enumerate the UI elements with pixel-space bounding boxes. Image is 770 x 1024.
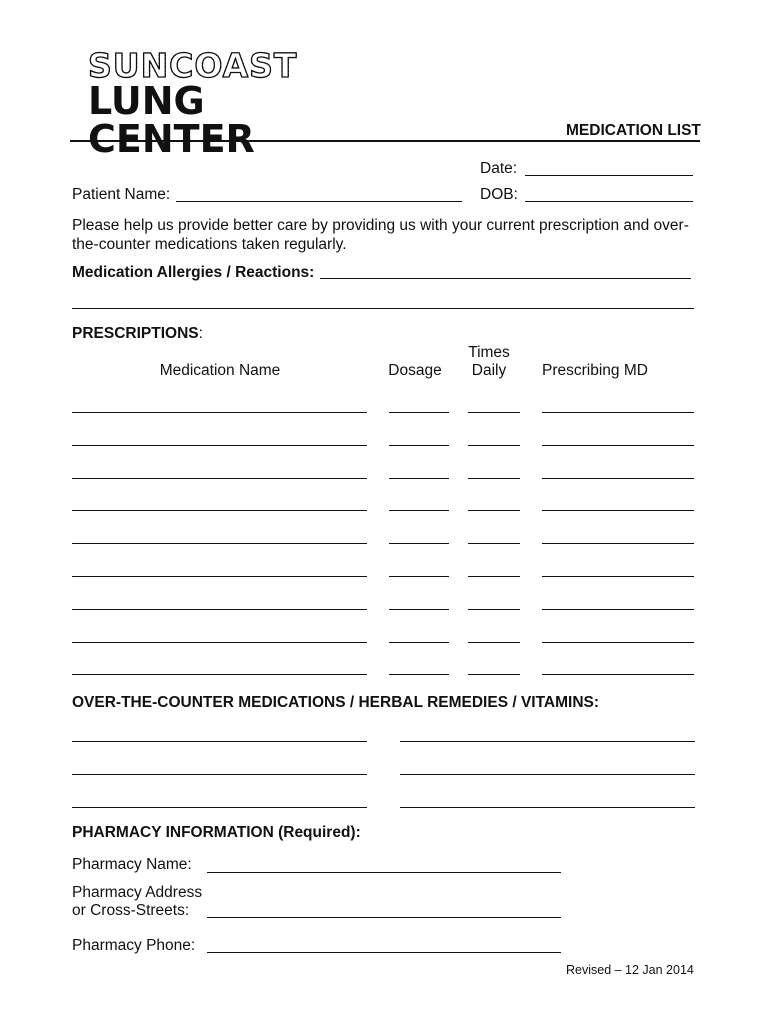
dob-field[interactable] (525, 201, 693, 202)
dosage-field[interactable] (389, 674, 449, 675)
dosage-field[interactable] (389, 609, 449, 610)
otc-heading: OVER-THE-COUNTER MEDICATIONS / HERBAL REMEDIES / VITAMINS: (72, 694, 600, 711)
logo-line-1: SUNCOAST (88, 48, 348, 84)
prescribing-md-field[interactable] (542, 412, 694, 413)
times-daily-field[interactable] (468, 543, 520, 544)
prescribing-md-field[interactable] (542, 576, 694, 577)
dob-label: DOB: (480, 186, 518, 203)
times-daily-field[interactable] (468, 576, 520, 577)
pharmacy-phone-label: Pharmacy Phone: (72, 937, 196, 954)
medication-name-field[interactable] (72, 674, 367, 675)
times-daily-field[interactable] (468, 609, 520, 610)
medication-name-field[interactable] (72, 478, 367, 479)
allergies-label: Medication Allergies / Reactions: (72, 264, 315, 281)
allergies-field-line-1[interactable] (320, 278, 691, 279)
dosage-field[interactable] (389, 543, 449, 544)
otc-medication-field-right[interactable] (400, 774, 695, 775)
pharmacy-name-field[interactable] (207, 872, 561, 873)
dosage-field[interactable] (389, 412, 449, 413)
column-dosage: Dosage (388, 362, 442, 379)
prescribing-md-field[interactable] (542, 543, 694, 544)
dosage-field[interactable] (389, 445, 449, 446)
medication-name-field[interactable] (72, 412, 367, 413)
times-daily-field[interactable] (468, 412, 520, 413)
patient-name-field[interactable] (176, 201, 462, 202)
pharmacy-name-label: Pharmacy Name: (72, 856, 192, 873)
revised-date: Revised – 12 Jan 2014 (566, 963, 694, 977)
otc-medication-field-left[interactable] (72, 807, 367, 808)
prescriptions-heading-text: PRESCRIPTIONS (72, 325, 199, 342)
otc-medication-field-left[interactable] (72, 741, 367, 742)
title-divider (70, 140, 700, 142)
allergies-field-line-2[interactable] (72, 308, 694, 309)
patient-name-label: Patient Name: (72, 186, 171, 203)
column-prescribing-md: Prescribing MD (542, 362, 648, 379)
medication-name-field[interactable] (72, 543, 367, 544)
logo-line-2: LUNG CENTER (88, 79, 255, 161)
prescribing-md-field[interactable] (542, 445, 694, 446)
times-daily-field[interactable] (468, 510, 520, 511)
medication-name-field[interactable] (72, 445, 367, 446)
prescribing-md-field[interactable] (542, 478, 694, 479)
times-daily-field[interactable] (468, 674, 520, 675)
suncoast-lung-center-logo (88, 46, 348, 161)
times-daily-field[interactable] (468, 642, 520, 643)
pharmacy-address-field[interactable] (207, 917, 561, 918)
prescribing-md-field[interactable] (542, 510, 694, 511)
dosage-field[interactable] (389, 576, 449, 577)
pharmacy-address-label-line-1: Pharmacy Address (72, 884, 203, 901)
prescribing-md-field[interactable] (542, 674, 694, 675)
dosage-field[interactable] (389, 478, 449, 479)
medication-name-field[interactable] (72, 510, 367, 511)
pharmacy-phone-field[interactable] (207, 952, 561, 953)
pharmacy-heading: PHARMACY INFORMATION (Required): (72, 824, 361, 841)
otc-medication-field-left[interactable] (72, 774, 367, 775)
column-medication-name: Medication Name (159, 362, 281, 379)
prescribing-md-field[interactable] (542, 642, 694, 643)
date-label: Date: (480, 160, 518, 177)
prescribing-md-field[interactable] (542, 609, 694, 610)
dosage-field[interactable] (389, 642, 449, 643)
dosage-field[interactable] (389, 510, 449, 511)
medication-name-field[interactable] (72, 576, 367, 577)
times-daily-field[interactable] (468, 478, 520, 479)
form-title: MEDICATION LIST (566, 122, 701, 139)
date-field[interactable] (525, 175, 693, 176)
column-times: Times (468, 344, 510, 361)
medication-name-field[interactable] (72, 642, 367, 643)
prescriptions-heading (72, 325, 203, 343)
intro-paragraph: Please help us provide better care by providing us with your current prescription and over-the-counter medications taken regularly. (72, 217, 689, 253)
otc-medication-field-right[interactable] (400, 741, 695, 742)
prescriptions-heading-colon: : (198, 325, 203, 342)
pharmacy-address-label-line-2: or Cross-Streets: (72, 902, 190, 919)
medication-name-field[interactable] (72, 609, 367, 610)
column-daily: Daily (471, 362, 507, 379)
otc-medication-field-right[interactable] (400, 807, 695, 808)
times-daily-field[interactable] (468, 445, 520, 446)
